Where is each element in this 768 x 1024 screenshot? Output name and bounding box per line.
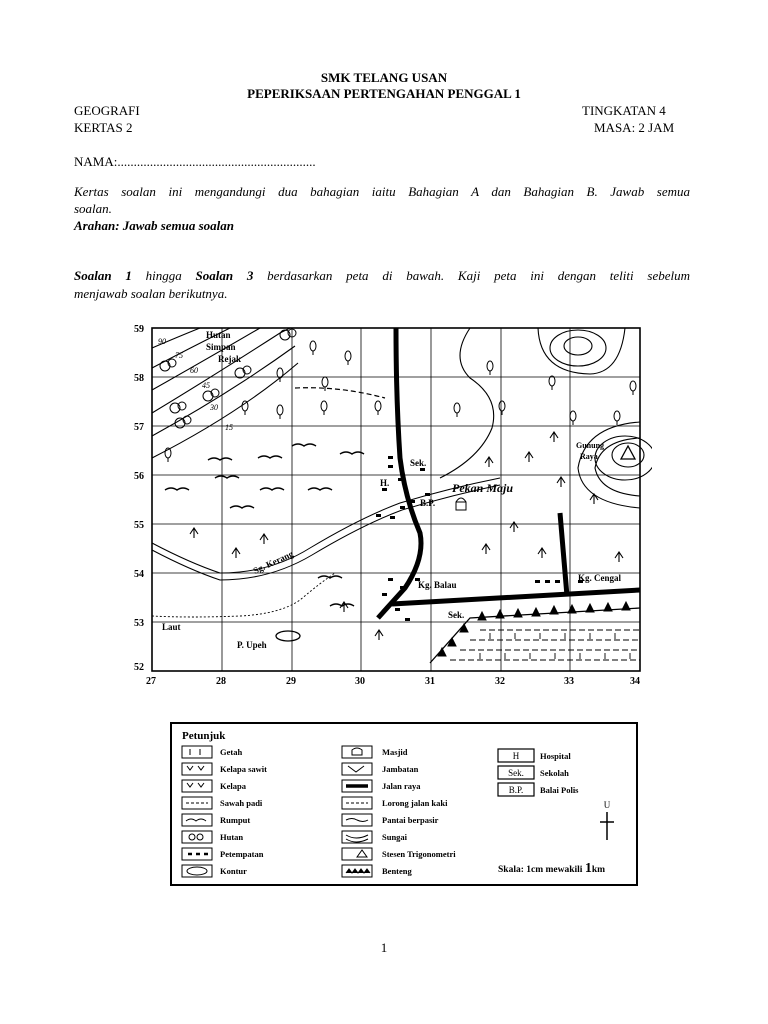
x-tick: 30 [355,676,365,687]
legend-sawah-padi: Sawah padi [220,798,263,808]
mountain-contours [578,422,652,508]
forest-label: Hutan [206,330,231,340]
sek-south-label: Sek. [448,610,465,620]
question-intro-line-2: menjawab soalan berikutnya. [74,286,228,301]
q1-ref: Soalan 1 [74,268,132,283]
north-label: U [603,800,611,810]
legend-rumput: Rumput [220,815,251,825]
legend-lorong: Lorong jalan kaki [382,798,448,808]
contour-label: 75 [175,351,183,360]
contour-label: 60 [190,366,198,375]
y-tick: 57 [134,422,144,433]
subject: GEOGRAFI [74,103,140,118]
q-intro-rest: berdasarkan peta di bawah. Kaji peta ini dengan teliti sebelum [253,268,690,283]
legend-kelapa-sawit: Kelapa sawit [220,764,267,774]
paper-number: KERTAS 2 [74,120,133,135]
sek-north-label: Sek. [410,458,427,468]
contour-label: 15 [225,423,233,432]
y-tick: 59 [134,324,144,335]
y-tick: 55 [134,520,144,531]
y-tick: 53 [134,618,144,629]
sea-label: Laut [162,622,181,632]
grass-symbols [165,444,364,606]
river-sg-kerang [152,478,500,580]
legend-title: Petunjuk [182,730,226,742]
gunung-label: Gunung [576,441,605,450]
north-arrow-icon [600,812,614,840]
forest-label: Simpan [206,342,236,352]
balai-polis-label: B.P. [420,498,436,508]
island-label: P. Upeh [237,640,267,650]
scale-unit: km [591,865,606,875]
legend-code-sek: Sek. [508,768,524,778]
pekan-label: Pekan Maju [452,481,514,495]
contour-label: 45 [202,381,210,390]
x-tick: 33 [564,676,574,687]
ne-hill-contours [538,328,625,374]
x-tick: 28 [216,676,226,687]
legend-benteng: Benteng [382,866,412,876]
legend-petempatan: Petempatan [220,849,264,859]
x-tick: 29 [286,676,296,687]
legend-pantai: Pantai berpasir [382,815,439,825]
y-tick: 54 [134,569,144,580]
kg-balau-label: Kg. Balau [418,580,457,590]
exam-title: PEPERIKSAAN PERTENGAHAN PENGGAL 1 [247,86,521,101]
x-tick: 32 [495,676,505,687]
page-number: 1 [380,940,388,955]
mosque-symbol [456,498,466,510]
x-tick: 31 [425,676,435,687]
coastline [152,573,335,617]
legend-code-bp: B.P. [508,785,524,795]
legend-jalan-raya: Jalan raya [382,781,421,791]
legend-masjid: Masjid [382,747,408,757]
legend-hutan: Hutan [220,832,244,842]
contour-label: 90 [158,337,166,346]
q3-ref: Soalan 3 [195,268,254,283]
legend-stesen: Stesen Trigonometri [382,849,456,859]
topographic-map [120,318,652,690]
legend-hospital: Hospital [540,751,571,761]
legend-col2-symbols [342,746,372,877]
school-name: SMK TELANG USAN [320,70,448,85]
scale-text [498,861,605,876]
name-field: NAMA:............................................................. [74,154,316,169]
legend-sekolah: Sekolah [540,768,569,778]
legend-balai-polis: Balai Polis [540,785,579,795]
kg-cengal-label: Kg. Cengal [578,573,622,583]
question-intro-line-1 [74,268,690,283]
y-tick: 56 [134,471,144,482]
hospital-label: H. [380,478,390,488]
y-tick: 58 [134,373,144,384]
form-level: TINGKATAN 4 [582,103,666,118]
legend-getah: Getah [220,747,243,757]
directive: Arahan: Jawab semua soalan [74,218,235,233]
footpath [295,388,385,398]
y-tick: 52 [134,662,144,673]
legend-kelapa: Kelapa [220,781,246,791]
scale-prefix: Skala: 1cm mewakili [498,865,585,875]
palm-symbols [190,432,623,640]
trig-station-icon [621,446,635,459]
paddy-field [450,630,640,660]
legend-svg [170,722,638,886]
x-tick: 34 [630,676,640,687]
gunung-label: Raya [580,452,598,461]
island-outline [276,631,300,641]
map-legend [170,722,638,886]
instruction-line-2: soalan. [74,201,112,216]
exam-duration: MASA: 2 JAM [594,120,675,135]
legend-col1-symbols [182,746,212,877]
x-tick: 27 [146,676,156,687]
forest-label: Rejak [218,354,241,364]
q-range-word: hingga [131,268,196,283]
upland-boundary [440,328,494,478]
legend-code-h: H [512,751,520,761]
instruction-line-1: Kertas soalan ini mengandungi dua bahagian iaitu Bahagian A dan Bahagian B. Jawab semua [74,184,690,199]
river-label: Sg. Kerang [251,548,295,576]
legend-sungai: Sungai [382,832,408,842]
legend-jambatan: Jambatan [382,764,419,774]
contour-label: 30 [210,403,218,412]
scale-value: 1 [584,861,592,876]
legend-kontur: Kontur [220,866,247,876]
map-svg [120,318,652,690]
